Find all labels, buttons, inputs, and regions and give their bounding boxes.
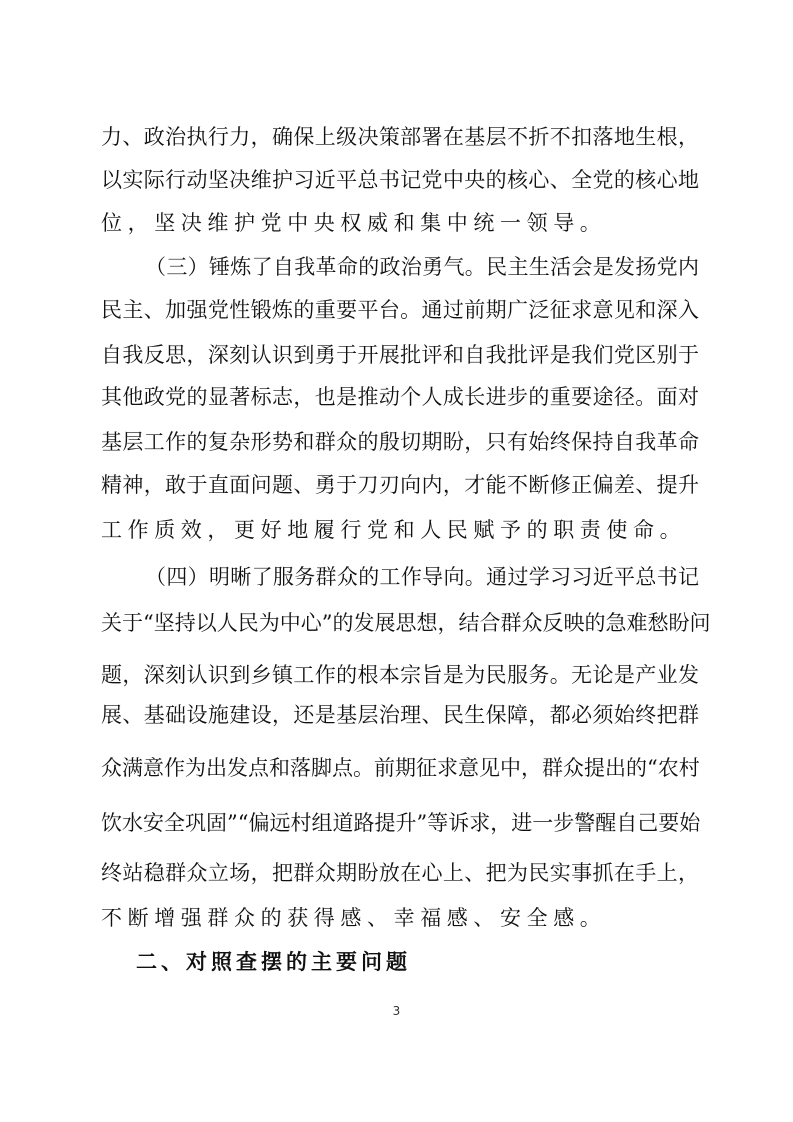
paragraph-line: 饮水安全巩固”“偏远村组道路提升”等诉求，进一步警醒自己要始 bbox=[101, 811, 701, 835]
page-number: 3 bbox=[392, 1004, 401, 1018]
paragraph-line: 终站稳群众立场，把群众期盼放在心上、把为民实事抓在手上， bbox=[101, 861, 699, 885]
paragraph-line: 其他政党的显著标志，也是推动个人成长进步的重要途径。面对 bbox=[101, 385, 699, 409]
paragraph-line: 精神，敢于直面问题、勇于刀刃向内，才能不断修正偏差、提升 bbox=[101, 473, 699, 497]
paragraph-line: 自我反思，深刻认识到勇于开展批评和自我批评是我们党区别于 bbox=[101, 343, 699, 367]
paragraph-line: 位，坚决维护党中央权威和集中统一领导。 bbox=[101, 211, 607, 235]
paragraph-line: 工作质效，更好地履行党和人民赋予的职责使命。 bbox=[101, 518, 687, 542]
paragraph-line: 不断增强群众的获得感、幸福感、安全感。 bbox=[101, 906, 607, 930]
section-heading: 二、对照查摆的主要问题 bbox=[136, 949, 411, 974]
paragraph-line: 展、基础设施建设，还是基层治理、民生保障，都必须始终把群 bbox=[101, 703, 699, 727]
paragraph-line: 力、政治执行力，确保上级决策部署在基层不折不扣落地生根， bbox=[101, 125, 699, 149]
paragraph-line: 众满意作为出发点和落脚点。前期征求意见中，群众提出的“农村 bbox=[101, 756, 700, 780]
paragraph-line: （三）锤炼了自我革命的政治勇气。民主生活会是发扬党内 bbox=[145, 255, 699, 279]
paragraph-line: 题，深刻认识到乡镇工作的根本宗旨是为民服务。无论是产业发 bbox=[101, 663, 699, 687]
paragraph-line: 民主、加强党性锻炼的重要平台。通过前期广泛征求意见和深入 bbox=[101, 298, 699, 322]
paragraph-line: 基层工作的复杂形势和群众的殷切期盼，只有始终保持自我革命 bbox=[101, 430, 699, 454]
paragraph-line: 关于“坚持以人民为中心”的发展思想，结合群众反映的急难愁盼问 bbox=[101, 611, 711, 635]
paragraph-line: 以实际行动坚决维护习近平总书记党中央的核心、全党的核心地 bbox=[101, 168, 699, 192]
paragraph-line: （四）明晰了服务群众的工作导向。通过学习习近平总书记 bbox=[145, 565, 699, 589]
